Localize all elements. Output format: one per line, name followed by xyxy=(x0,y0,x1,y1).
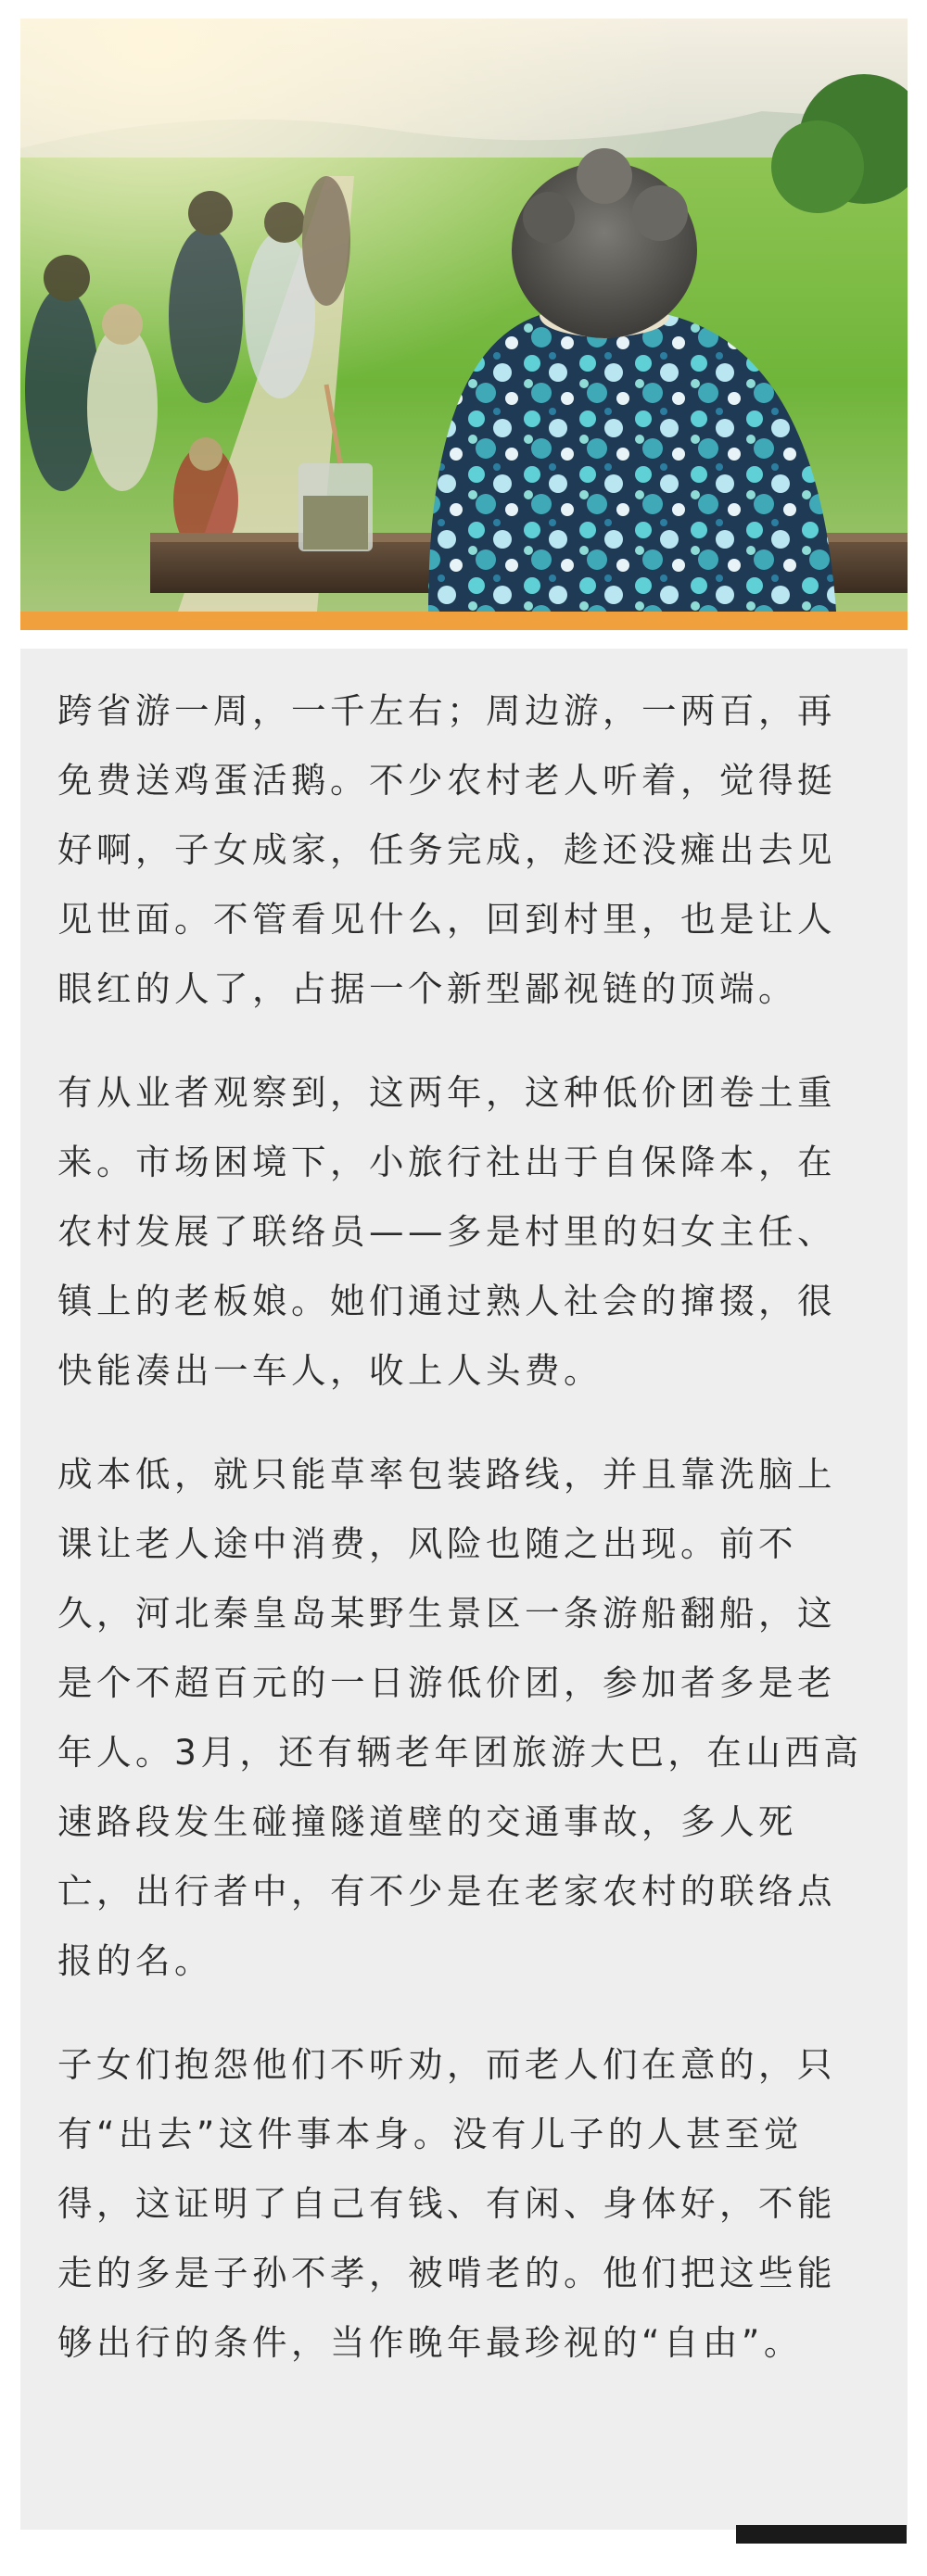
photo-illustration xyxy=(20,19,908,612)
article-paragraph-4: 子女们抱怨他们不听劝，而老人们在意的，只有“出去”这件事本身。没有儿子的人甚至觉得，这证明了自己有钱、有闲、身体好，不能走的多是子孙不孝，被啃老的。他们把这些能够出行的条件，当作晚年最珍视的“自由”。 xyxy=(57,2044,836,2363)
article-paragraph-3: 成本低，就只能草率包装路线，并且靠洗脑上课让老人途中消费，风险也随之出现。前不久，河北秦皇岛某野生景区一条游船翻船，这是个不超百元的一日游低价团，参加者多是老年人。3月，还有辆老年团旅游大巴，在山西高速路段发生碰撞隧道壁的交通事故，多人死亡，出行者中，有不少是在老家农村的联络点报的名。 xyxy=(57,1454,863,1981)
article-paragraph-1: 跨省游一周，一千左右；周边游，一两百，再免费送鸡蛋活鹅。不少农村老人听着，觉得挺好啊，子女成家，任务完成，趁还没瘫出去见见世面。不管看见什么，回到村里，也是让人眼红的人了，占据一个新型鄙视链的顶端。 xyxy=(57,690,836,1009)
article-end-bar xyxy=(736,2525,907,2544)
article-panel xyxy=(20,649,908,2530)
elderly-woman-photo xyxy=(20,19,908,612)
photo-accent-bar xyxy=(20,612,908,630)
article-paragraph-2: 有从业者观察到，这两年，这种低价团卷土重来。市场困境下，小旅行社出于自保降本，在农村发展了联络员——多是村里的妇女主任、镇上的老板娘。她们通过熟人社会的撺掇，很快能凑出一车人，收上人头费。 xyxy=(57,1072,836,1391)
